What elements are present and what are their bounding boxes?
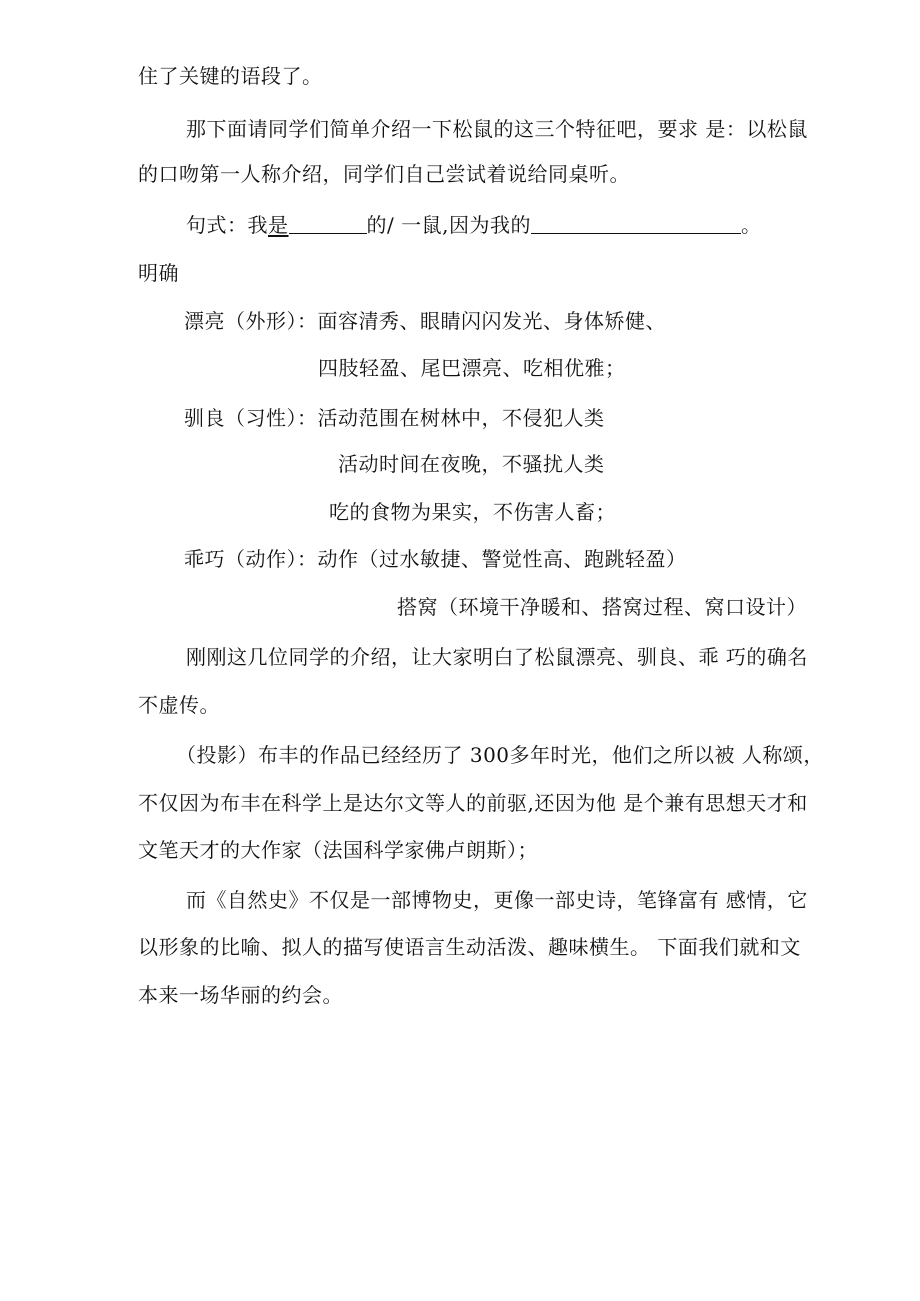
trait-clever-head: 乖巧（动作）：动作（过水敏捷、警觉性高、跑跳轻盈） — [184, 547, 687, 571]
paragraph-task-line-1: 那下面请同学们简单介绍一下松鼠的这三个特征吧，要求 是：以松鼠 — [186, 117, 808, 141]
trait-pretty-head: 漂亮（外形）：面容清秀、眼睛闪闪发光、身体矫健、 — [184, 309, 666, 333]
paragraph-summary-line-1: 刚刚这几位同学的介绍，让大家明白了松鼠漂亮、驯良、乖 巧的确名 — [186, 645, 808, 669]
sentence-pattern-label: 句式：我 — [186, 213, 268, 237]
paragraph-buffon-line-1: （投影）布丰的作品已经经历了 300多年时光，他们之所以被 人称颂， — [176, 743, 824, 767]
sentence-pattern-mid: 的/ 一鼠,因为我的 — [366, 213, 531, 237]
paragraph-history-line-1: 而《自然史》不仅是一部博物史，更像一部史诗，笔锋富有 感情，它 — [186, 888, 808, 912]
answer-label: 明确 — [138, 261, 179, 285]
sentence-pattern-blank-2 — [531, 213, 741, 234]
paragraph-buffon-line-3: 文笔天才的大作家（法国科学家佛卢朗斯）； — [138, 838, 538, 862]
paragraph-intro-end: 住了关键的语段了。 — [138, 64, 323, 88]
trait-tame-cont-2: 吃的食物为果实，不伤害人畜； — [329, 500, 616, 524]
sentence-pattern-end: 。 — [740, 213, 762, 237]
sentence-pattern-blank-1 — [289, 213, 367, 234]
paragraph-history-line-3: 本来一场华丽的约会。 — [138, 983, 343, 1007]
paragraph-buffon-line-2: 不仅因为布丰在科学上是达尔文等人的前驱,还因为他 是个兼有思想天才和 — [138, 791, 808, 815]
paragraph-history-line-2: 以形象的比喻、拟人的描写使语言生动活泼、趣味横生。 下面我们就和文 — [138, 935, 801, 959]
trait-tame-cont-1: 活动时间在夜晚，不骚扰人类 — [338, 452, 605, 476]
sentence-pattern — [186, 212, 761, 238]
paragraph-summary-line-2: 不虚传。 — [138, 693, 220, 717]
trait-clever-cont: 搭窝（环境干净暖和、搭窝过程、窝口设计） — [397, 595, 807, 619]
trait-tame-head: 驯良（习性）：活动范围在树林中，不侵犯人类 — [184, 406, 605, 430]
sentence-pattern-is: 是 — [268, 213, 289, 237]
paragraph-task-line-2: 的口吻第一人称介绍，同学们自己尝试着说给同桌听。 — [138, 162, 630, 186]
trait-pretty-cont: 四肢轻盈、尾巴漂亮、吃相优雅； — [318, 356, 626, 380]
